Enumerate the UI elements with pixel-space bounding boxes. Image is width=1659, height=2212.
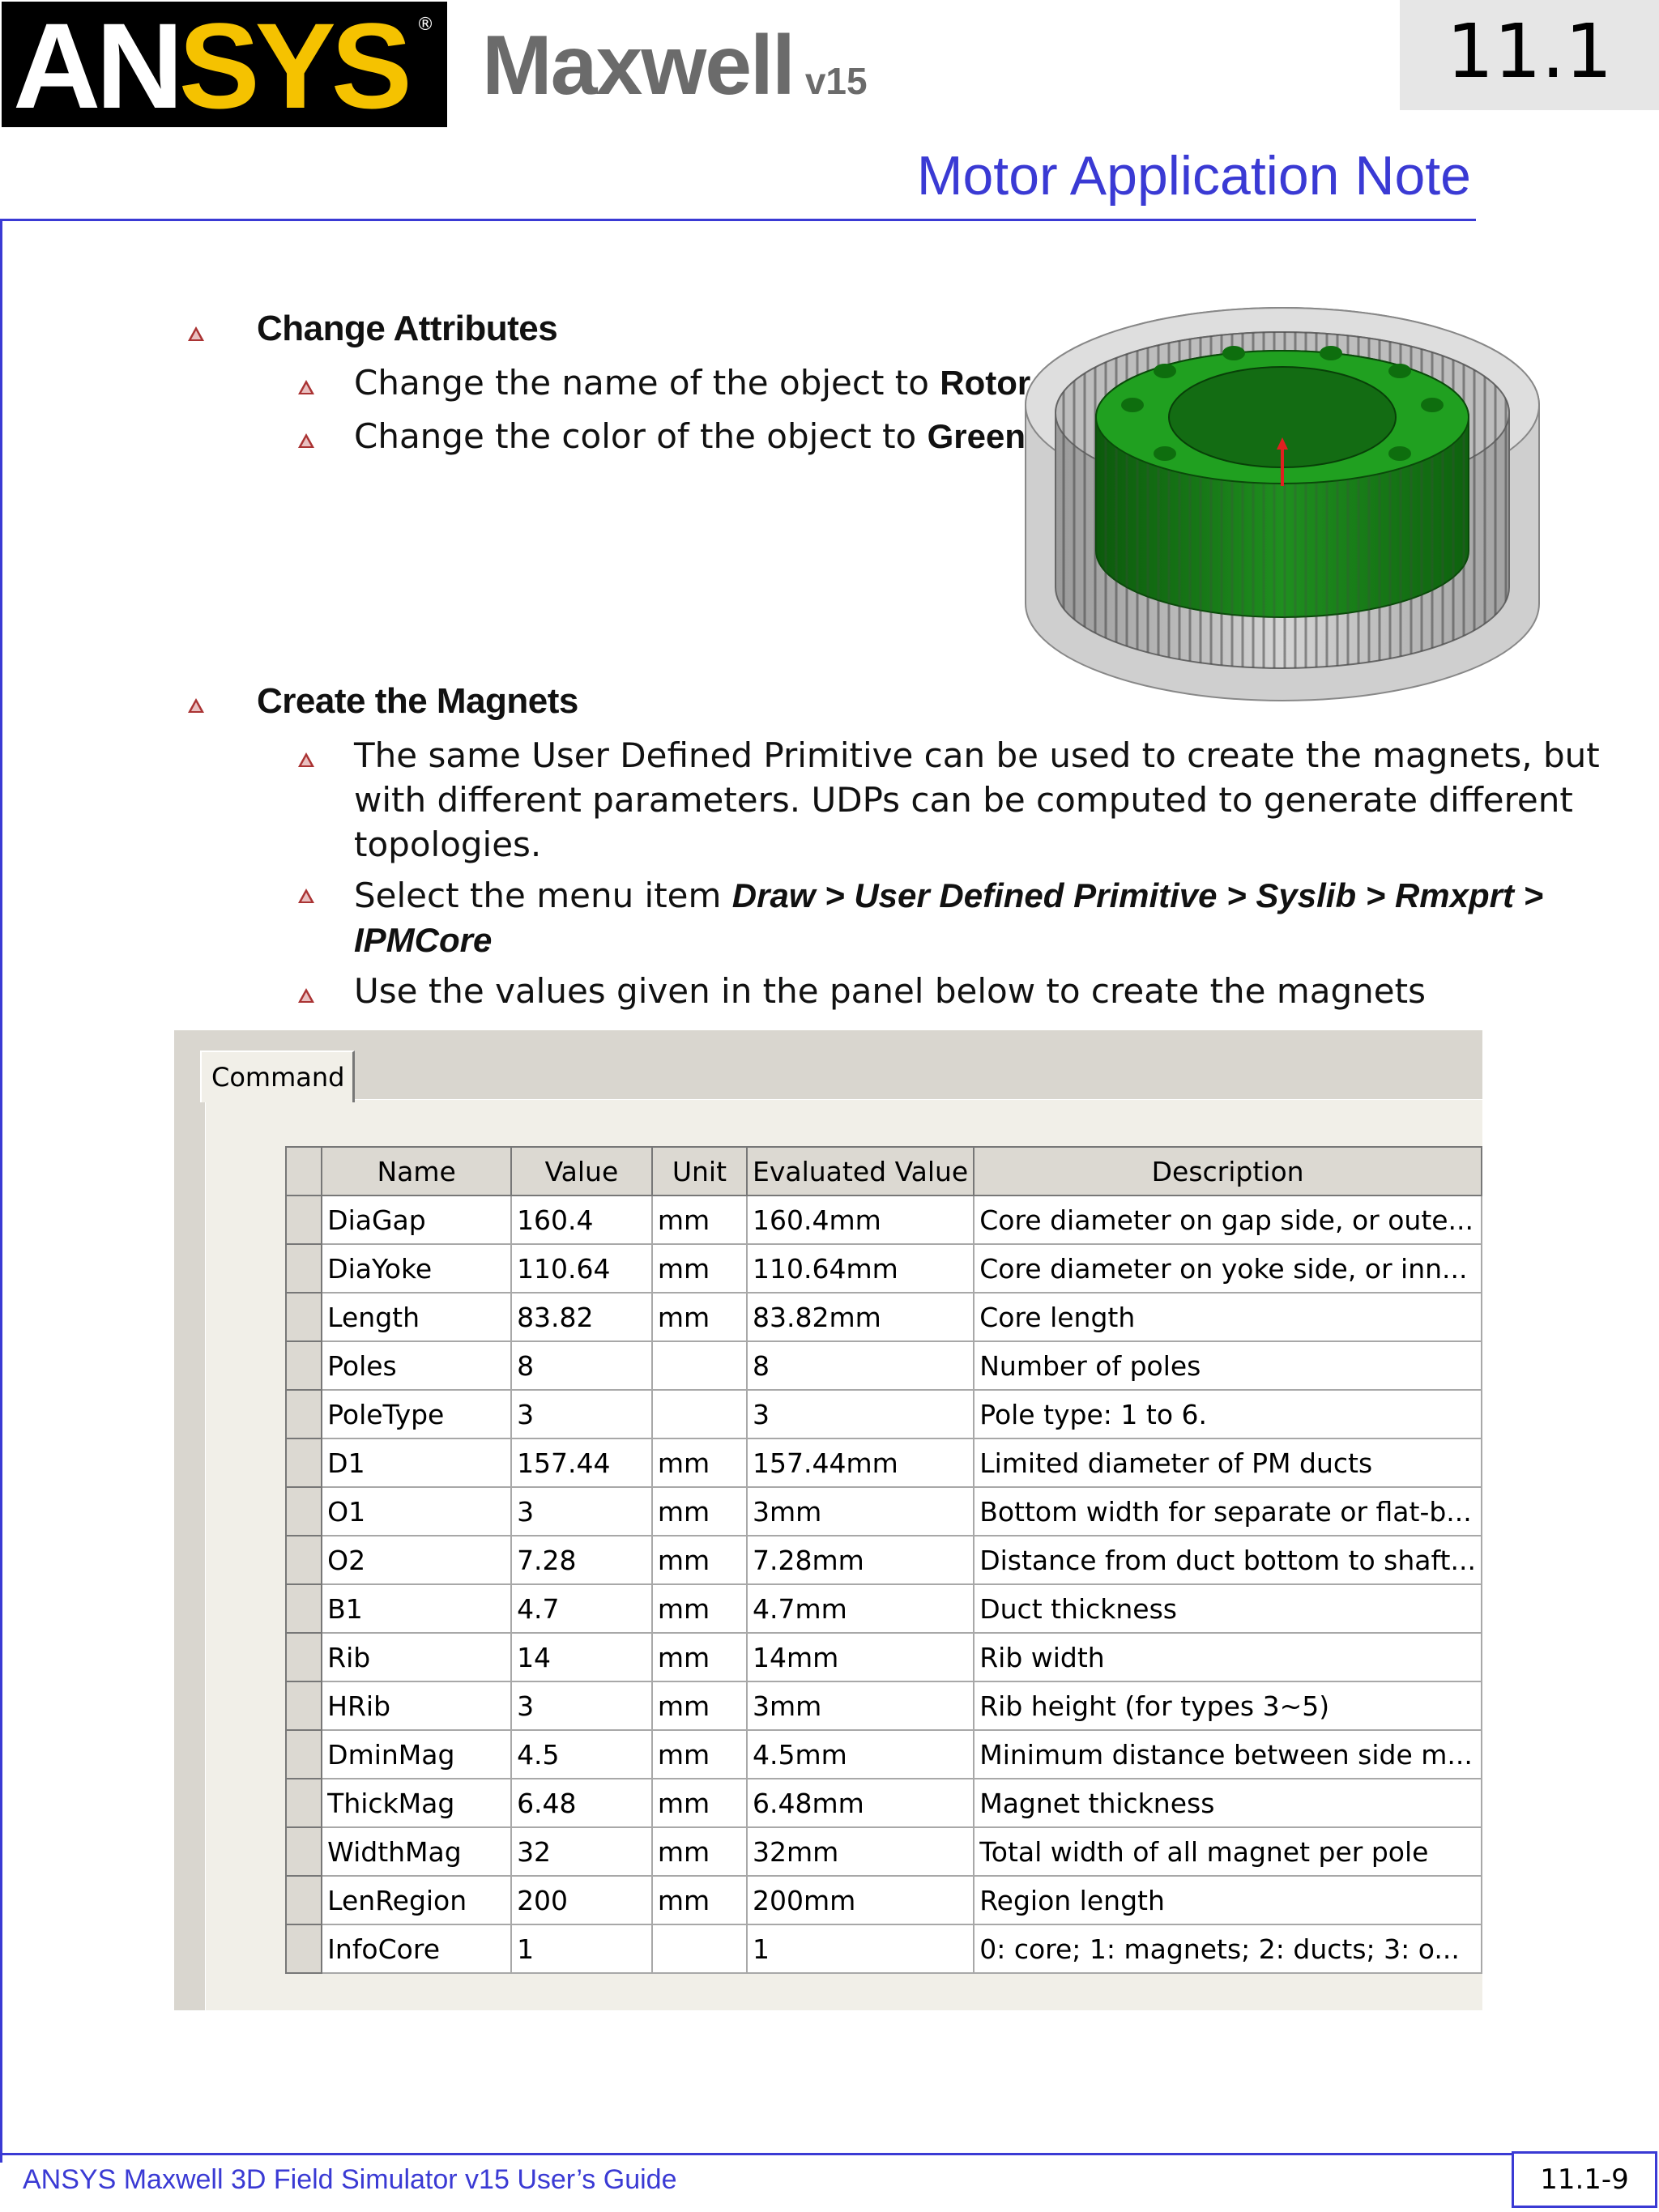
cell-unit[interactable]: mm [652, 1244, 747, 1293]
table-row[interactable] [286, 1438, 1482, 1487]
bullet-icon [298, 752, 314, 767]
row-selector[interactable] [286, 1584, 322, 1633]
cell-evaluated-value: 200mm [747, 1876, 974, 1924]
cell-value[interactable]: 3 [511, 1681, 652, 1730]
product-version: v15 [804, 60, 868, 102]
cell-description: Region length [974, 1876, 1482, 1924]
product-name: Maxwell [482, 19, 794, 113]
cell-name[interactable]: Poles [322, 1341, 511, 1390]
row-selector[interactable] [286, 1924, 322, 1973]
cell-evaluated-value: 4.5mm [747, 1730, 974, 1779]
cell-name[interactable]: WidthMag [322, 1827, 511, 1876]
cell-unit[interactable]: mm [652, 1293, 747, 1341]
cell-name[interactable]: D1 [322, 1438, 511, 1487]
cell-evaluated-value: 3mm [747, 1681, 974, 1730]
rotor-color-value: Green [927, 417, 1026, 455]
row-header-corner [286, 1147, 322, 1196]
cell-value[interactable]: 6.48 [511, 1779, 652, 1827]
left-rule [0, 219, 2, 2163]
cell-unit[interactable]: mm [652, 1487, 747, 1536]
row-selector[interactable] [286, 1779, 322, 1827]
cell-description: Duct thickness [974, 1584, 1482, 1633]
note-title: Motor Application Note [916, 145, 1471, 207]
table-row[interactable] [286, 1244, 1482, 1293]
bullet-icon [298, 889, 314, 903]
table-row[interactable] [286, 1584, 1482, 1633]
cell-unit[interactable] [652, 1924, 747, 1973]
cell-name[interactable]: ThickMag [322, 1779, 511, 1827]
cell-unit[interactable]: mm [652, 1681, 747, 1730]
row-selector[interactable] [286, 1244, 322, 1293]
column-header-description[interactable]: Description [974, 1147, 1482, 1196]
cell-unit[interactable]: mm [652, 1730, 747, 1779]
row-selector[interactable] [286, 1730, 322, 1779]
parameter-table [285, 1146, 1482, 1974]
cell-unit[interactable]: mm [652, 1438, 747, 1487]
cell-unit[interactable]: mm [652, 1536, 747, 1584]
command-panel [174, 1030, 1482, 2010]
cell-name[interactable]: DminMag [322, 1730, 511, 1779]
cell-evaluated-value: 1 [747, 1924, 974, 1973]
cell-description: Minimum distance between side m... [974, 1730, 1482, 1779]
section1-item1: Change the name of the object to Rotor [354, 363, 1031, 403]
table-row[interactable] [286, 1390, 1482, 1438]
cell-value[interactable]: 4.5 [511, 1730, 652, 1779]
logo-wordmark: ANSYS [13, 0, 407, 134]
header-rule [0, 219, 1476, 221]
cell-evaluated-value: 6.48mm [747, 1779, 974, 1827]
cell-name[interactable]: DiaYoke [322, 1244, 511, 1293]
cell-description: Number of poles [974, 1341, 1482, 1390]
bullet-icon [298, 988, 314, 1003]
cell-description: Total width of all magnet per pole [974, 1827, 1482, 1876]
cell-evaluated-value: 3mm [747, 1487, 974, 1536]
cell-value[interactable]: 8 [511, 1341, 652, 1390]
table-row[interactable] [286, 1924, 1482, 1973]
rotor-name-value: Rotor [940, 364, 1031, 402]
cell-unit[interactable]: mm [652, 1633, 747, 1681]
table-row[interactable] [286, 1779, 1482, 1827]
section-number: 11.1 [1446, 8, 1613, 95]
cell-evaluated-value: 157.44mm [747, 1438, 974, 1487]
section2-item1-line2: with different parameters. UDPs can be computed to generate different [354, 780, 1573, 820]
cell-name[interactable]: PoleType [322, 1390, 511, 1438]
cell-description: Rib height (for types 3~5) [974, 1681, 1482, 1730]
row-selector[interactable] [286, 1487, 322, 1536]
cell-name[interactable]: O1 [322, 1487, 511, 1536]
row-selector[interactable] [286, 1438, 322, 1487]
cell-value[interactable]: 157.44 [511, 1438, 652, 1487]
bullet-icon [298, 433, 314, 448]
cell-value[interactable]: 110.64 [511, 1244, 652, 1293]
cell-description: Magnet thickness [974, 1779, 1482, 1827]
section1-heading: Change Attributes [257, 309, 558, 348]
table-row[interactable] [286, 1487, 1482, 1536]
row-selector[interactable] [286, 1633, 322, 1681]
cell-description: Limited diameter of PM ducts [974, 1438, 1482, 1487]
tab-command-label: Command [211, 1062, 345, 1093]
cell-unit[interactable]: mm [652, 1779, 747, 1827]
cell-description: 0: core; 1: magnets; 2: ducts; 3: o... [974, 1924, 1482, 1973]
table-header-row [286, 1147, 1482, 1196]
column-header-unit[interactable]: Unit [652, 1147, 747, 1196]
cell-unit[interactable]: mm [652, 1196, 747, 1244]
cell-description: Distance from duct bottom to shaft... [974, 1536, 1482, 1584]
section2-heading: Create the Magnets [257, 681, 578, 721]
table-row[interactable] [286, 1730, 1482, 1779]
menu-path: Draw > User Defined Primitive > Syslib > Rmxprt > [731, 876, 1544, 914]
cell-description: Core diameter on yoke side, or inn... [974, 1244, 1482, 1293]
table-row[interactable] [286, 1681, 1482, 1730]
bullet-icon [188, 326, 204, 341]
cell-value[interactable]: 32 [511, 1827, 652, 1876]
cell-value[interactable]: 3 [511, 1390, 652, 1438]
table-row[interactable] [286, 1876, 1482, 1924]
cell-value[interactable]: 83.82 [511, 1293, 652, 1341]
page-number: 11.1-9 [1540, 2163, 1629, 2196]
cell-description: Bottom width for separate or flat-b... [974, 1487, 1482, 1536]
section-number-box [1400, 0, 1659, 110]
cell-name[interactable]: Length [322, 1293, 511, 1341]
section2-item3: Use the values given in the panel below to create the magnets [354, 971, 1426, 1011]
row-selector[interactable] [286, 1341, 322, 1390]
cell-value[interactable]: 1 [511, 1924, 652, 1973]
cell-description: Rib width [974, 1633, 1482, 1681]
tab-command[interactable] [200, 1051, 355, 1102]
section2-item1-line1: The same User Defined Primitive can be used to create the magnets, but [354, 735, 1600, 775]
cell-unit[interactable] [652, 1390, 747, 1438]
cell-evaluated-value: 8 [747, 1341, 974, 1390]
table-row[interactable] [286, 1827, 1482, 1876]
cell-name[interactable]: Rib [322, 1633, 511, 1681]
cell-evaluated-value: 32mm [747, 1827, 974, 1876]
cell-evaluated-value: 83.82mm [747, 1293, 974, 1341]
cell-evaluated-value: 160.4mm [747, 1196, 974, 1244]
cell-evaluated-value: 14mm [747, 1633, 974, 1681]
column-header-value[interactable]: Value [511, 1147, 652, 1196]
ansys-logo [2, 0, 447, 134]
row-selector[interactable] [286, 1196, 322, 1244]
table-row[interactable] [286, 1536, 1482, 1584]
cell-value[interactable]: 3 [511, 1487, 652, 1536]
cell-name[interactable]: O2 [322, 1536, 511, 1584]
section2-item2-line1: Select the menu item Draw > User Defined Primitive > Syslib > Rmxprt > [354, 876, 1544, 915]
cell-name[interactable]: DiaGap [322, 1196, 511, 1244]
footer-rule [0, 2153, 1512, 2155]
row-selector[interactable] [286, 1293, 322, 1341]
cell-evaluated-value: 4.7mm [747, 1584, 974, 1633]
table-row[interactable] [286, 1341, 1482, 1390]
cell-name[interactable]: InfoCore [322, 1924, 511, 1973]
cell-name[interactable]: LenRegion [322, 1876, 511, 1924]
cell-unit[interactable]: mm [652, 1876, 747, 1924]
menu-path-continued: IPMCore [354, 921, 493, 959]
table-row[interactable] [286, 1293, 1482, 1341]
cell-description: Core length [974, 1293, 1482, 1341]
column-header-name[interactable]: Name [322, 1147, 511, 1196]
row-selector[interactable] [286, 1827, 322, 1876]
cell-description: Pole type: 1 to 6. [974, 1390, 1482, 1438]
cell-description: Core diameter on gap side, or oute... [974, 1196, 1482, 1244]
row-selector[interactable] [286, 1390, 322, 1438]
table-row[interactable] [286, 1633, 1482, 1681]
table-row[interactable] [286, 1196, 1482, 1244]
cell-unit[interactable] [652, 1341, 747, 1390]
section1-item2: Change the color of the object to Green [354, 416, 1026, 456]
cell-name[interactable]: B1 [322, 1584, 511, 1633]
motor-rotor-illustration [1019, 283, 1546, 713]
row-selector[interactable] [286, 1681, 322, 1730]
row-selector[interactable] [286, 1536, 322, 1584]
guide-title: ANSYS Maxwell 3D Field Simulator v15 User’s Guide [23, 2164, 677, 2195]
cell-name[interactable]: HRib [322, 1681, 511, 1730]
section2-item1-line3: topologies. [354, 825, 542, 864]
page-number-box [1512, 2151, 1657, 2208]
cell-value[interactable]: 200 [511, 1876, 652, 1924]
cell-value[interactable]: 4.7 [511, 1584, 652, 1633]
row-selector[interactable] [286, 1876, 322, 1924]
cell-value[interactable]: 7.28 [511, 1536, 652, 1584]
bullet-icon [188, 698, 204, 713]
column-header-evaluated-value[interactable]: Evaluated Value [747, 1147, 974, 1196]
cell-evaluated-value: 110.64mm [747, 1244, 974, 1293]
registered-mark: ® [416, 15, 434, 35]
cell-unit[interactable]: mm [652, 1584, 747, 1633]
cell-unit[interactable]: mm [652, 1827, 747, 1876]
bullet-icon [298, 380, 314, 394]
cell-value[interactable]: 160.4 [511, 1196, 652, 1244]
cell-evaluated-value: 3 [747, 1390, 974, 1438]
cell-evaluated-value: 7.28mm [747, 1536, 974, 1584]
cell-value[interactable]: 14 [511, 1633, 652, 1681]
product-title [482, 18, 868, 114]
